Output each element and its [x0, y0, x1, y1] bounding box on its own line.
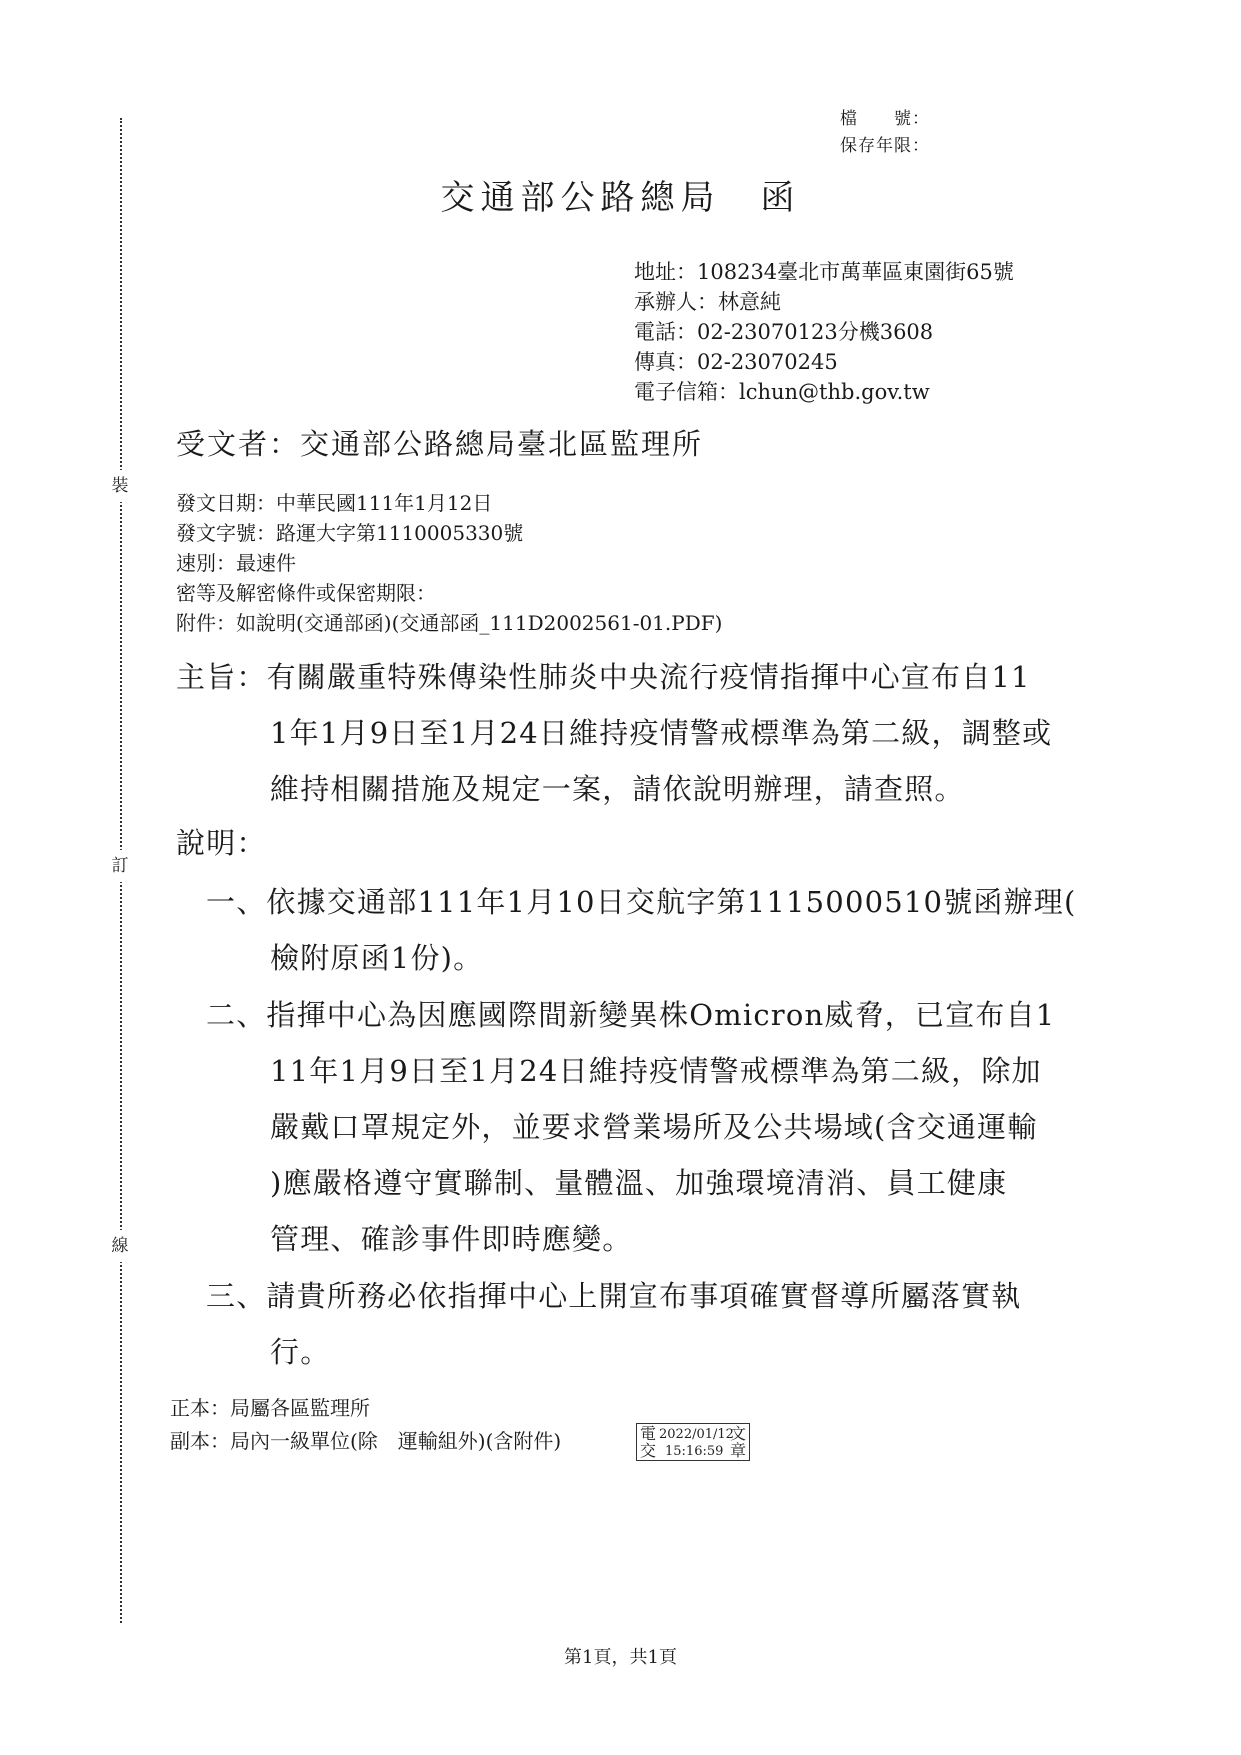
stamp-char-1: 電 — [640, 1424, 657, 1443]
document-number: 發文字號：路運大字第1110005330號 — [176, 521, 524, 545]
explanation-item-2-line-2: 11年1月9日至1月24日維持疫情警戒標準為第二級，除加 — [270, 1054, 1042, 1088]
explanation-heading: 說明： — [176, 826, 267, 860]
stamp-char-3: 文 — [729, 1424, 746, 1443]
stamp-char-4: 章 — [729, 1441, 746, 1460]
explanation-item-1-line-2: 檢附原函1份)。 — [270, 941, 484, 975]
binding-mark-zhuang: 裝 — [104, 470, 136, 502]
secrecy-level: 密等及解密條件或保密期限： — [176, 581, 436, 605]
subject-line-1: 主旨：有關嚴重特殊傳染性肺炎中央流行疫情指揮中心宣布自11 — [176, 660, 1031, 694]
page-number: 第1頁，共1頁 — [564, 1647, 677, 1668]
explanation-item-2-line-3: 嚴戴口罩規定外，並要求營業場所及公共場域(含交通運輸 — [270, 1110, 1038, 1144]
distribution-copy: 副本：局內一級單位(除 運輸組外)(含附件) — [170, 1429, 562, 1453]
explanation-item-2-line-4: )應嚴格遵守實聯制、量體溫、加強環境清消、員工健康 — [270, 1166, 1008, 1200]
electronic-document-stamp — [636, 1423, 750, 1461]
explanation-item-2-line-5: 管理、確診事件即時應變。 — [270, 1222, 633, 1256]
subject-line-3: 維持相關措施及規定一案，請依說明辦理，請查照。 — [270, 772, 965, 806]
issue-date: 發文日期：中華民國111年1月12日 — [176, 491, 493, 515]
explanation-item-3-line-2: 行。 — [270, 1335, 331, 1369]
explanation-item-1-line-1: 一、依據交通部111年1月10日交航字第1115000510號函辦理( — [206, 885, 1077, 919]
contact-address: 地址：108234臺北市萬華區東園街65號 — [634, 260, 1014, 284]
stamp-char-2: 交 — [640, 1441, 657, 1460]
explanation-item-2-line-1: 二、指揮中心為因應國際間新變異株Omicron威脅，已宣布自1 — [206, 998, 1056, 1032]
stamp-time: 15:16:59 — [665, 1444, 724, 1459]
file-number-label: 檔 號： — [840, 109, 930, 129]
document-title: 交通部公路總局 函 — [440, 178, 801, 218]
attachment: 附件：如說明(交通部函)(交通部函_111D2002561-01.PDF) — [176, 611, 723, 635]
speed-class: 速別：最速件 — [176, 551, 296, 575]
explanation-item-3-line-1: 三、請貴所務必依指揮中心上開宣布事項確實督導所屬落實執 — [206, 1279, 1022, 1313]
retention-period-label: 保存年限： — [840, 136, 930, 156]
recipient: 受文者：交通部公路總局臺北區監理所 — [176, 427, 704, 461]
subject-line-2: 1年1月9日至1月24日維持疫情警戒標準為第二級，調整或 — [270, 716, 1053, 750]
distribution-original: 正本：局屬各區監理所 — [170, 1396, 370, 1420]
binding-mark-xian: 線 — [104, 1230, 136, 1262]
contact-phone: 電話：02-23070123分機3608 — [634, 320, 934, 344]
contact-email: 電子信箱：lchun@thb.gov.tw — [634, 380, 930, 404]
contact-fax: 傳真：02-23070245 — [634, 350, 838, 374]
contact-officer: 承辦人：林意純 — [634, 290, 781, 314]
binding-mark-ding: 訂 — [104, 850, 136, 882]
stamp-date: 2022/01/12 — [659, 1427, 734, 1442]
